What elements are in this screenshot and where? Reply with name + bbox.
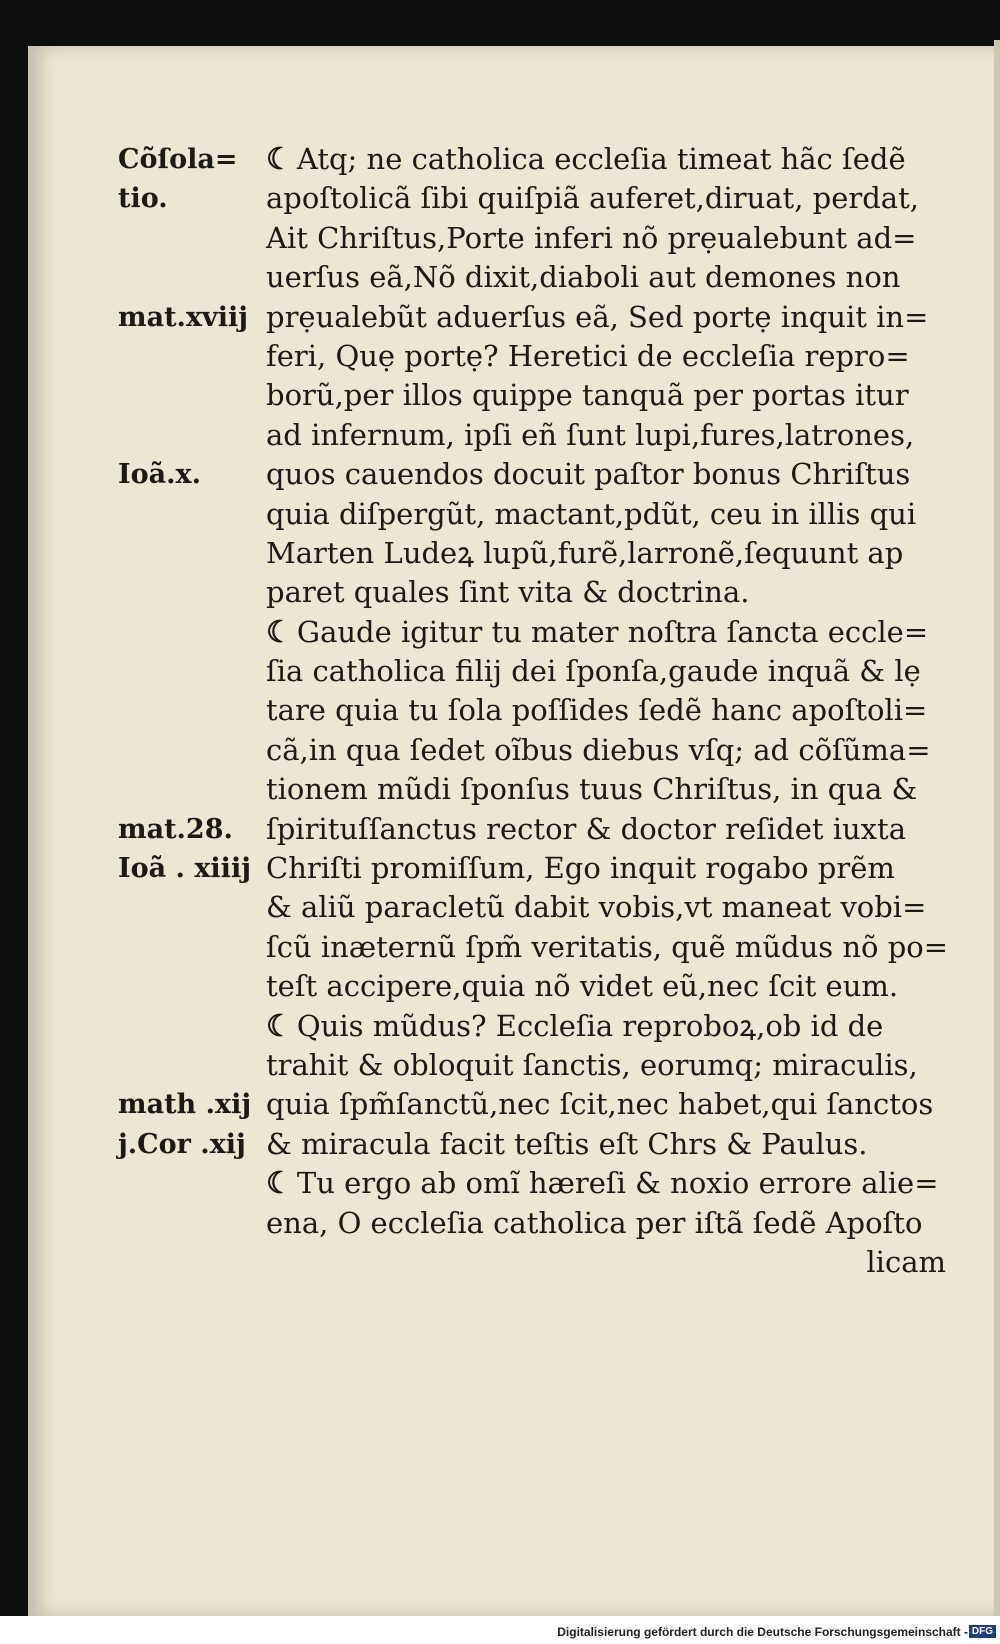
text-line-content: ſia catholica filij dei ſponſa,gaude inquã & lẹ bbox=[266, 654, 921, 689]
text-line bbox=[118, 849, 978, 888]
text-line-content: cã,in qua ſedet oĩbus diebus vſq; ad cõſũma= bbox=[266, 732, 931, 767]
text-line bbox=[118, 416, 978, 455]
text-line-content: tare quia tu ſola poſſides ſedẽ hanc apoſtoli= bbox=[266, 693, 928, 728]
text-line bbox=[118, 967, 978, 1006]
margin-note: math .xij bbox=[118, 1089, 252, 1121]
text-line-content: borũ,per illos quippe tanquã per portas itur bbox=[266, 378, 909, 413]
text-line-content: ſcũ inæternũ ſpm̃ veritatis, quẽ mũdus nõ po= bbox=[266, 929, 949, 964]
text-line-content: Chriſti promiſſum, Ego inquit rogabo prẽm bbox=[266, 851, 895, 886]
text-line-content: apoſtolicã ſibi quiſpiã auferet,diruat, perdat, bbox=[266, 181, 919, 216]
pilcrow-icon: ☾ bbox=[266, 1166, 293, 1202]
margin-note: Ioã.x. bbox=[118, 459, 202, 491]
text-line bbox=[118, 258, 978, 297]
text-line bbox=[118, 810, 978, 849]
text-line bbox=[118, 770, 978, 809]
page-edge bbox=[994, 40, 1000, 1620]
text-line-content: & miracula facit teſtis eſt Chrs & Paulus. bbox=[266, 1126, 868, 1161]
text-line-content: feri, Quẹ portẹ? Heretici de eccleſia repro= bbox=[266, 338, 910, 373]
pilcrow-icon: ☾ bbox=[266, 1008, 293, 1044]
text-line bbox=[118, 1164, 978, 1203]
text-line-content: paret quales ſint vita & doctrina. bbox=[266, 575, 750, 610]
margin-note: tio. bbox=[118, 183, 168, 215]
text-line bbox=[118, 495, 978, 534]
text-line-content: Gaude igitur tu mater noſtra ſancta eccle= bbox=[296, 614, 929, 649]
text-line bbox=[118, 888, 978, 927]
text-line bbox=[118, 298, 978, 337]
pilcrow-icon: ☾ bbox=[266, 142, 293, 177]
text-line bbox=[118, 179, 978, 218]
text-line bbox=[118, 1125, 978, 1164]
text-line-content: uerſus eã,Nõ dixit,diaboli aut demones non bbox=[266, 260, 901, 295]
text-line bbox=[118, 652, 978, 691]
text-line-content: quos cauendos docuit paſtor bonus Chriſtus bbox=[266, 457, 911, 492]
text-line-content: Tu ergo ab omĩ hæreſi & noxio errore alie= bbox=[296, 1166, 939, 1201]
text-line-content: ad infernum, ipſi eñ ſunt lupi,fures,latrones, bbox=[266, 417, 915, 452]
text-line-content: & aliũ paracletũ dabit vobis,vt maneat vobi= bbox=[266, 890, 927, 925]
page-text-block bbox=[118, 140, 978, 1282]
text-line bbox=[118, 534, 978, 573]
text-line bbox=[118, 1046, 978, 1085]
text-line-content: Atq; ne catholica eccleſia timeat hãc ſedẽ bbox=[296, 142, 906, 176]
text-line bbox=[118, 928, 978, 967]
text-line bbox=[118, 376, 978, 415]
text-line bbox=[118, 613, 978, 652]
text-line-content: Ait Chriſtus,Porte inferi nõ prẹualebunt ad= bbox=[266, 220, 917, 255]
footer-credit: Digitalisierung gefördert durch die Deutsche Forschungsgemeinschaft - bbox=[557, 1625, 968, 1639]
text-line bbox=[118, 455, 978, 494]
text-line-content: ena, O eccleſia catholica per iſtã ſedẽ Apoſto bbox=[266, 1205, 923, 1240]
footer-bar bbox=[0, 1616, 1000, 1644]
text-line bbox=[118, 1085, 978, 1124]
margin-note: j.Cor .xij bbox=[118, 1128, 246, 1160]
text-line-content: quia diſpergũt, mactant,pdũt, ceu in illis qui bbox=[266, 496, 917, 531]
text-line-content: teſt accipere,quia nõ videt eũ,nec ſcit eum. bbox=[266, 969, 899, 1004]
text-line-content: tionem mũdi ſponſus tuus Chriſtus, in qua & bbox=[266, 772, 918, 807]
text-line-content: Quis mũdus? Eccleſia reproboꝝ,ob id de bbox=[296, 1008, 884, 1043]
text-line-content: prẹualebũt aduerſus eã, Sed portẹ inquit in= bbox=[266, 299, 929, 334]
catchword: licam bbox=[866, 1244, 946, 1279]
text-line bbox=[118, 573, 978, 612]
margin-note: mat.xviij bbox=[118, 301, 249, 333]
margin-note: Cõſola= bbox=[118, 144, 238, 175]
margin-note: mat.28. bbox=[118, 813, 233, 845]
text-line bbox=[118, 140, 978, 179]
text-line-content: ſpirituſſanctus rector & doctor reſidet iuxta bbox=[266, 811, 906, 846]
text-line bbox=[118, 1007, 978, 1046]
text-line-content: Marten Ludeꝝ lupũ,furẽ,larronẽ,ſequunt ap bbox=[266, 535, 904, 570]
text-line-content: quia ſpm̃ſanctũ,nec ſcit,nec habet,qui ſanctos bbox=[266, 1087, 934, 1122]
text-line bbox=[118, 691, 978, 730]
text-line bbox=[118, 219, 978, 258]
text-line-content: trahit & obloquit ſanctis, eorumq; miraculis, bbox=[266, 1047, 918, 1082]
pilcrow-icon: ☾ bbox=[266, 614, 293, 650]
text-line bbox=[118, 1204, 978, 1243]
dfg-logo-icon: DFG bbox=[969, 1625, 996, 1638]
text-line bbox=[118, 731, 978, 770]
text-line bbox=[118, 337, 978, 376]
margin-note: Ioã . xiiij bbox=[118, 853, 251, 885]
